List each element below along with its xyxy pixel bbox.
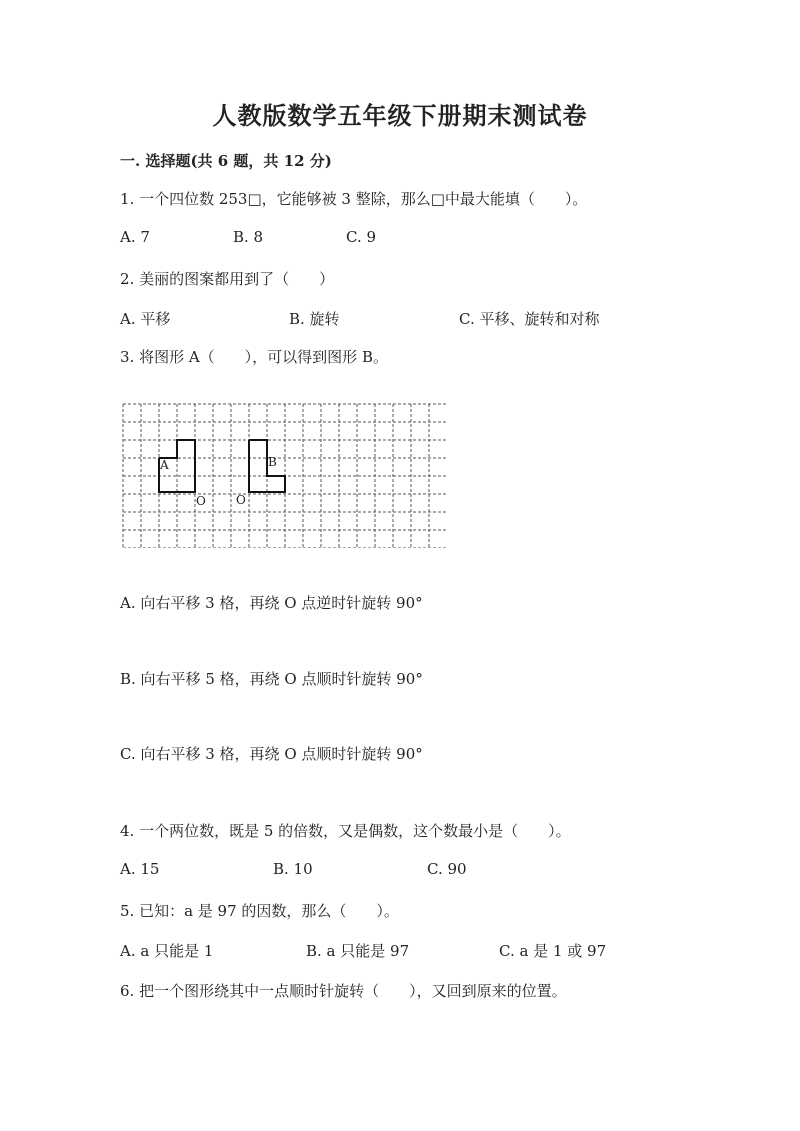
question-1: 1. 一个四位数 253□，它能够被 3 整除，那么□中最大能填（ ）。 (120, 190, 588, 208)
q3-option-b: B. 向右平移 5 格，再绕 O 点顺时针旋转 90° (120, 670, 423, 688)
q4-option-c: C. 90 (427, 860, 467, 878)
q2-option-b: B. 旋转 (289, 310, 340, 328)
q5-option-a: A. a 只能是 1 (120, 942, 214, 960)
grid-figure (120, 400, 446, 548)
q5-option-b: B. a 只能是 97 (306, 942, 410, 960)
grid-svg (120, 400, 446, 548)
q3-option-a: A. 向右平移 3 格，再绕 O 点逆时针旋转 90° (120, 594, 423, 612)
q4-option-a: A. 15 (120, 860, 160, 878)
label-a: A (160, 458, 169, 472)
question-4: 4. 一个两位数，既是 5 的倍数，又是偶数，这个数最小是（ ）。 (120, 822, 571, 840)
q4-option-b: B. 10 (273, 860, 313, 878)
q2-option-a: A. 平移 (120, 310, 171, 328)
q1-option-c: C. 9 (346, 228, 377, 246)
label-b: B (268, 455, 277, 469)
section-heading: 一. 选择题(共 6 题，共 12 分) (120, 152, 332, 170)
question-3: 3. 将图形 A（ ），可以得到图形 B。 (120, 348, 388, 366)
q1-option-a: A. 7 (120, 228, 150, 246)
q5-option-c: C. a 是 1 或 97 (499, 942, 607, 960)
question-2: 2. 美丽的图案都用到了（ ） (120, 270, 335, 288)
q1-option-b: B. 8 (233, 228, 264, 246)
page-title: 人教版数学五年级下册期末测试卷 (212, 101, 588, 130)
question-6: 6. 把一个图形绕其中一点顺时针旋转（ ），又回到原来的位置。 (120, 982, 567, 1000)
point-o-left: O (196, 494, 206, 508)
q2-option-c: C. 平移、旋转和对称 (459, 310, 600, 328)
question-5: 5. 已知：a 是 97 的因数，那么（ ）。 (120, 902, 399, 920)
q3-option-c: C. 向右平移 3 格，再绕 O 点顺时针旋转 90° (120, 745, 423, 763)
point-o-right: O (236, 493, 246, 507)
